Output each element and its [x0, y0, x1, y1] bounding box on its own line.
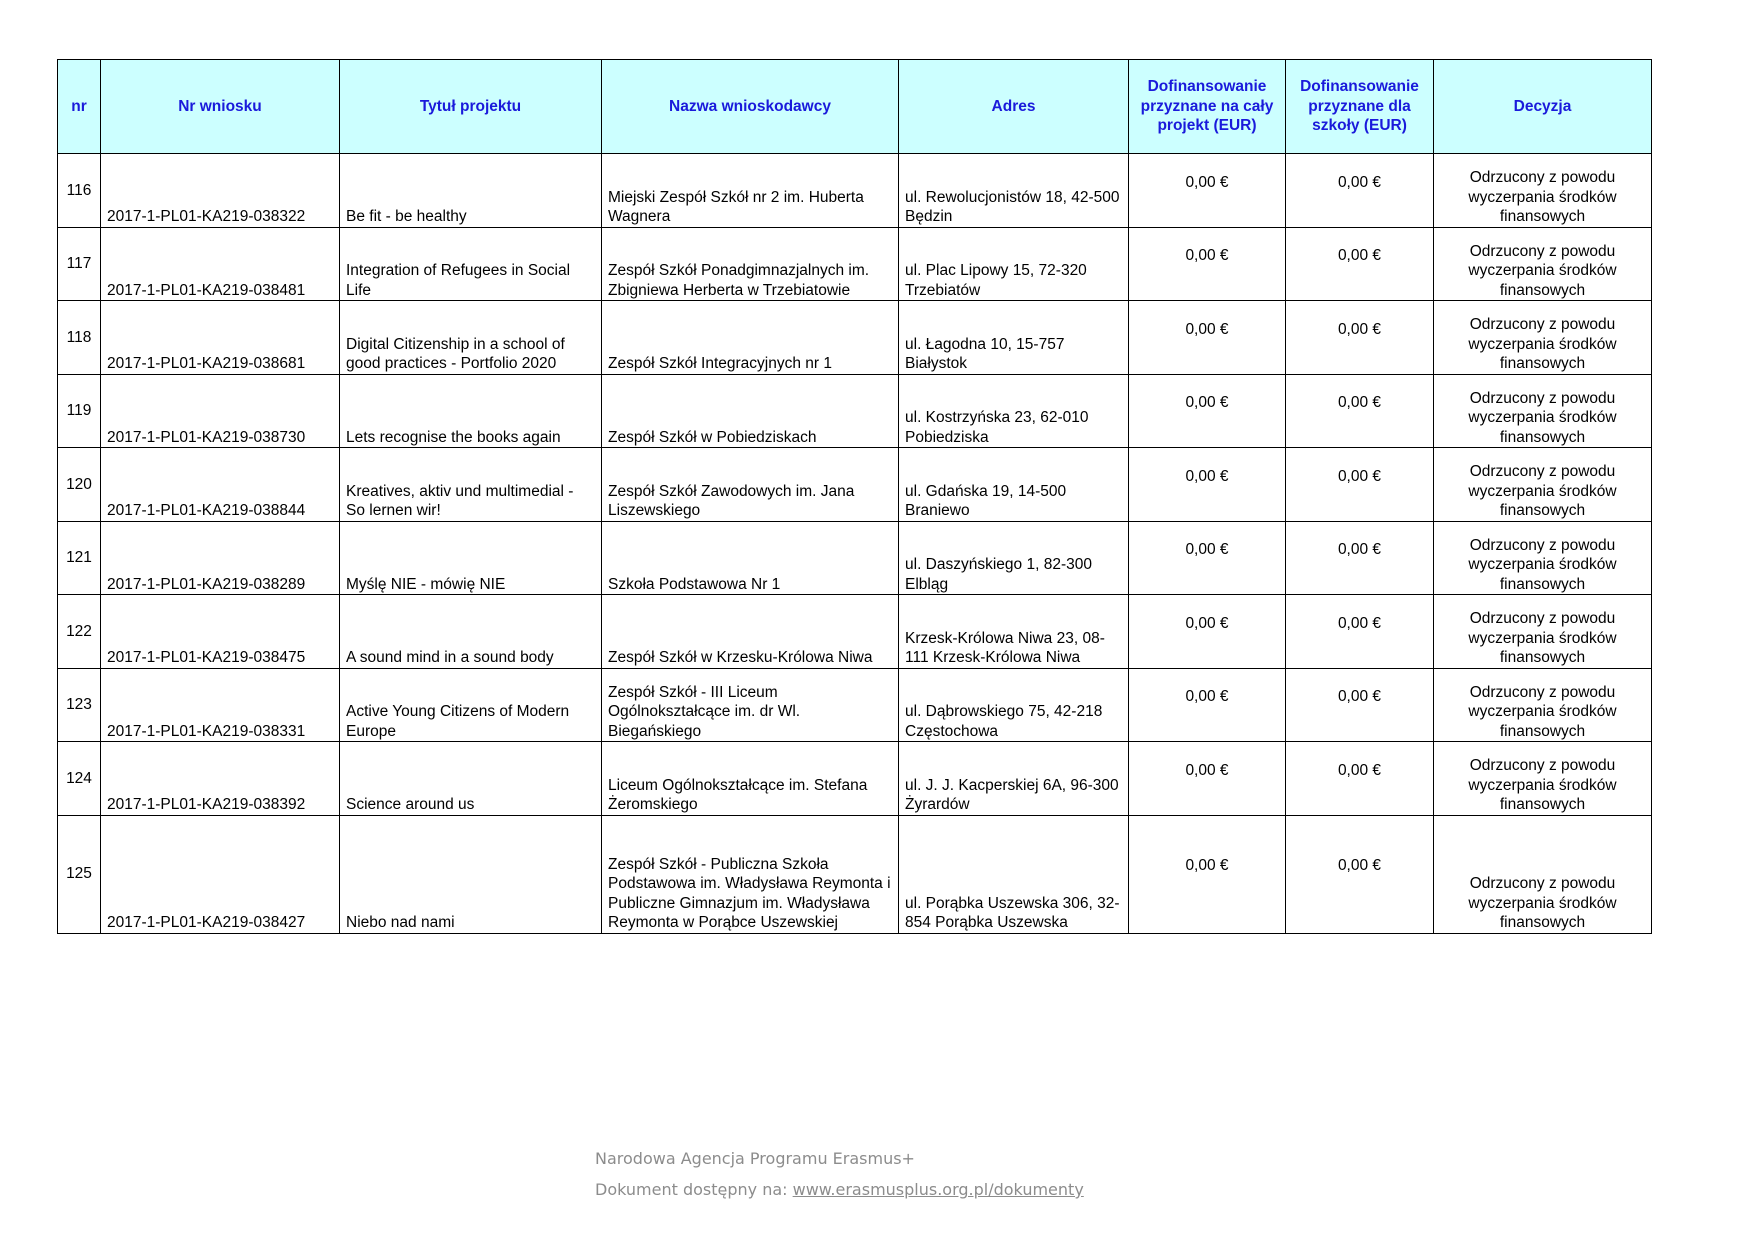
- cell-project-title: Science around us: [340, 742, 602, 816]
- funding-school-value: 0,00 €: [1337, 394, 1382, 411]
- cell-applicant-name: Zespół Szkół Ponadgimnazjalnych im. Zbigniewa Herberta w Trzebiatowie: [602, 227, 899, 301]
- cell-applicant-name: Liceum Ogólnokształcące im. Stefana Żeromskiego: [602, 742, 899, 816]
- funding-project-value: 0,00 €: [1185, 320, 1229, 338]
- table-row: [58, 227, 1652, 301]
- cell-application-no: 2017-1-PL01-KA219-038475: [101, 595, 340, 669]
- page-footer: [595, 1143, 1084, 1205]
- funding-school-value: 0,00 €: [1337, 541, 1382, 558]
- cell-funding-school: [1286, 595, 1434, 669]
- header-nr: nr: [58, 60, 101, 154]
- cell-decision: Odrzucony z powodu wyczerpania środków finansowych: [1434, 668, 1652, 742]
- header-decision: Decyzja: [1434, 60, 1652, 154]
- cell-funding-project: [1129, 742, 1286, 816]
- cell-project-title: Active Young Citizens of Modern Europe: [340, 668, 602, 742]
- funding-project-value: 0,00 €: [1185, 173, 1229, 191]
- cell-address: ul. Rewolucjonistów 18, 42-500 Będzin: [899, 154, 1129, 228]
- cell-decision: Odrzucony z powodu wyczerpania środków finansowych: [1434, 227, 1652, 301]
- cell-funding-project: [1129, 301, 1286, 375]
- cell-application-no: 2017-1-PL01-KA219-038322: [101, 154, 340, 228]
- cell-funding-school: [1286, 668, 1434, 742]
- funding-school-value: 0,00 €: [1337, 614, 1382, 632]
- cell-applicant-name: Zespół Szkół w Pobiedziskach: [602, 374, 899, 448]
- results-table: [57, 59, 1652, 934]
- cell-address: ul. Łagodna 10, 15-757 Białystok: [899, 301, 1129, 375]
- funding-school-value: 0,00 €: [1337, 320, 1382, 338]
- cell-decision: Odrzucony z powodu wyczerpania środków finansowych: [1434, 301, 1652, 375]
- cell-funding-school: [1286, 742, 1434, 816]
- cell-decision: Odrzucony z powodu wyczerpania środków finansowych: [1434, 815, 1652, 933]
- cell-address: ul. Porąbka Uszewska 306, 32-854 Porąbka Uszewska: [899, 815, 1129, 933]
- table-row: [58, 595, 1652, 669]
- cell-applicant-name: Zespół Szkół - Publiczna Szkoła Podstawowa im. Władysława Reymonta i Publiczne Gimnazjum im. Władysława Reymonta w Porąbce Uszewskiej: [602, 815, 899, 933]
- table-row: [58, 448, 1652, 522]
- cell-funding-school: [1286, 374, 1434, 448]
- table-row: [58, 301, 1652, 375]
- cell-applicant-name: Zespół Szkół Integracyjnych nr 1: [602, 301, 899, 375]
- funding-school-value: 0,00 €: [1337, 247, 1382, 264]
- funding-project-value: 0,00 €: [1185, 857, 1229, 875]
- footer-agency: Narodowa Agencja Programu Erasmus+: [595, 1149, 915, 1168]
- cell-nr: 120: [58, 448, 101, 522]
- cell-project-title: Be fit - be healthy: [340, 154, 602, 228]
- cell-funding-project: [1129, 668, 1286, 742]
- cell-funding-school: [1286, 448, 1434, 522]
- cell-funding-school: [1286, 154, 1434, 228]
- cell-project-title: Myślę NIE - mówię NIE: [340, 521, 602, 595]
- footer-available-label: Dokument dostępny na:: [595, 1180, 793, 1199]
- funding-school-value: 0,00 €: [1337, 761, 1382, 779]
- cell-project-title: A sound mind in a sound body: [340, 595, 602, 669]
- funding-school-value: 0,00 €: [1337, 467, 1382, 485]
- header-application-no: Nr wniosku: [101, 60, 340, 154]
- cell-funding-project: [1129, 815, 1286, 933]
- cell-address: Krzesk-Królowa Niwa 23, 08-111 Krzesk-Królowa Niwa: [899, 595, 1129, 669]
- cell-applicant-name: Miejski Zespół Szkół nr 2 im. Huberta Wagnera: [602, 154, 899, 228]
- cell-application-no: 2017-1-PL01-KA219-038844: [101, 448, 340, 522]
- cell-decision: Odrzucony z powodu wyczerpania środków finansowych: [1434, 374, 1652, 448]
- cell-project-title: Digital Citizenship in a school of good practices - Portfolio 2020: [340, 301, 602, 375]
- table-body: [58, 154, 1652, 934]
- cell-applicant-name: Zespół Szkół w Krzesku-Królowa Niwa: [602, 595, 899, 669]
- cell-application-no: 2017-1-PL01-KA219-038427: [101, 815, 340, 933]
- cell-funding-school: [1286, 227, 1434, 301]
- cell-address: ul. Kostrzyńska 23, 62-010 Pobiedziska: [899, 374, 1129, 448]
- funding-project-value: 0,00 €: [1185, 467, 1229, 485]
- funding-school-value: 0,00 €: [1337, 173, 1382, 191]
- header-project-title: Tytuł projektu: [340, 60, 602, 154]
- funding-project-value: 0,00 €: [1185, 688, 1229, 705]
- cell-address: ul. Dąbrowskiego 75, 42-218 Częstochowa: [899, 668, 1129, 742]
- cell-address: ul. J. J. Kacperskiej 6A, 96-300 Żyrardów: [899, 742, 1129, 816]
- table-row: [58, 668, 1652, 742]
- cell-nr: 124: [58, 742, 101, 816]
- funding-school-value: 0,00 €: [1337, 857, 1382, 875]
- funding-school-value: 0,00 €: [1337, 688, 1382, 705]
- cell-nr: 117: [58, 227, 101, 301]
- table-header: [58, 60, 1652, 154]
- cell-funding-school: [1286, 815, 1434, 933]
- cell-funding-project: [1129, 448, 1286, 522]
- cell-nr: 118: [58, 301, 101, 375]
- cell-decision: Odrzucony z powodu wyczerpania środków finansowych: [1434, 595, 1652, 669]
- cell-funding-school: [1286, 521, 1434, 595]
- cell-application-no: 2017-1-PL01-KA219-038331: [101, 668, 340, 742]
- cell-funding-project: [1129, 227, 1286, 301]
- cell-nr: 122: [58, 595, 101, 669]
- funding-project-value: 0,00 €: [1185, 394, 1229, 411]
- cell-application-no: 2017-1-PL01-KA219-038289: [101, 521, 340, 595]
- footer-documents-link[interactable]: www.erasmusplus.org.pl/dokumenty: [792, 1180, 1084, 1199]
- funding-project-value: 0,00 €: [1185, 761, 1229, 779]
- cell-project-title: Niebo nad nami: [340, 815, 602, 933]
- cell-decision: Odrzucony z powodu wyczerpania środków finansowych: [1434, 448, 1652, 522]
- cell-application-no: 2017-1-PL01-KA219-038681: [101, 301, 340, 375]
- cell-funding-project: [1129, 374, 1286, 448]
- cell-project-title: Lets recognise the books again: [340, 374, 602, 448]
- funding-project-value: 0,00 €: [1185, 614, 1229, 632]
- funding-project-value: 0,00 €: [1185, 247, 1229, 264]
- cell-decision: Odrzucony z powodu wyczerpania środków finansowych: [1434, 154, 1652, 228]
- header-address: Adres: [899, 60, 1129, 154]
- cell-funding-project: [1129, 521, 1286, 595]
- cell-funding-project: [1129, 154, 1286, 228]
- header-funding-school: Dofinansowanie przyznane dla szkoły (EUR): [1286, 60, 1434, 154]
- table-row: [58, 815, 1652, 933]
- table-row: [58, 521, 1652, 595]
- table-row: [58, 154, 1652, 228]
- cell-decision: Odrzucony z powodu wyczerpania środków finansowych: [1434, 742, 1652, 816]
- cell-application-no: 2017-1-PL01-KA219-038481: [101, 227, 340, 301]
- cell-applicant-name: Zespół Szkół Zawodowych im. Jana Liszewskiego: [602, 448, 899, 522]
- cell-funding-school: [1286, 301, 1434, 375]
- cell-applicant-name: Szkoła Podstawowa Nr 1: [602, 521, 899, 595]
- cell-applicant-name: Zespół Szkół - III Liceum Ogólnokształcące im. dr Wl. Biegańskiego: [602, 668, 899, 742]
- header-funding-project: Dofinansowanie przyznane na cały projekt (EUR): [1129, 60, 1286, 154]
- table-row: [58, 742, 1652, 816]
- cell-nr: 116: [58, 154, 101, 228]
- cell-funding-project: [1129, 595, 1286, 669]
- footer-availability: [595, 1174, 1084, 1205]
- cell-address: ul. Gdańska 19, 14-500 Braniewo: [899, 448, 1129, 522]
- table-row: [58, 374, 1652, 448]
- cell-address: ul. Plac Lipowy 15, 72-320 Trzebiatów: [899, 227, 1129, 301]
- header-row: [58, 60, 1652, 154]
- cell-nr: 125: [58, 815, 101, 933]
- cell-application-no: 2017-1-PL01-KA219-038730: [101, 374, 340, 448]
- cell-nr: 119: [58, 374, 101, 448]
- cell-project-title: Integration of Refugees in Social Life: [340, 227, 602, 301]
- cell-nr: 121: [58, 521, 101, 595]
- cell-address: ul. Daszyńskiego 1, 82-300 Elbląg: [899, 521, 1129, 595]
- header-applicant-name: Nazwa wnioskodawcy: [602, 60, 899, 154]
- cell-decision: Odrzucony z powodu wyczerpania środków finansowych: [1434, 521, 1652, 595]
- cell-project-title: Kreatives, aktiv und multimedial - So lernen wir!: [340, 448, 602, 522]
- cell-nr: 123: [58, 668, 101, 742]
- funding-project-value: 0,00 €: [1185, 541, 1229, 558]
- cell-application-no: 2017-1-PL01-KA219-038392: [101, 742, 340, 816]
